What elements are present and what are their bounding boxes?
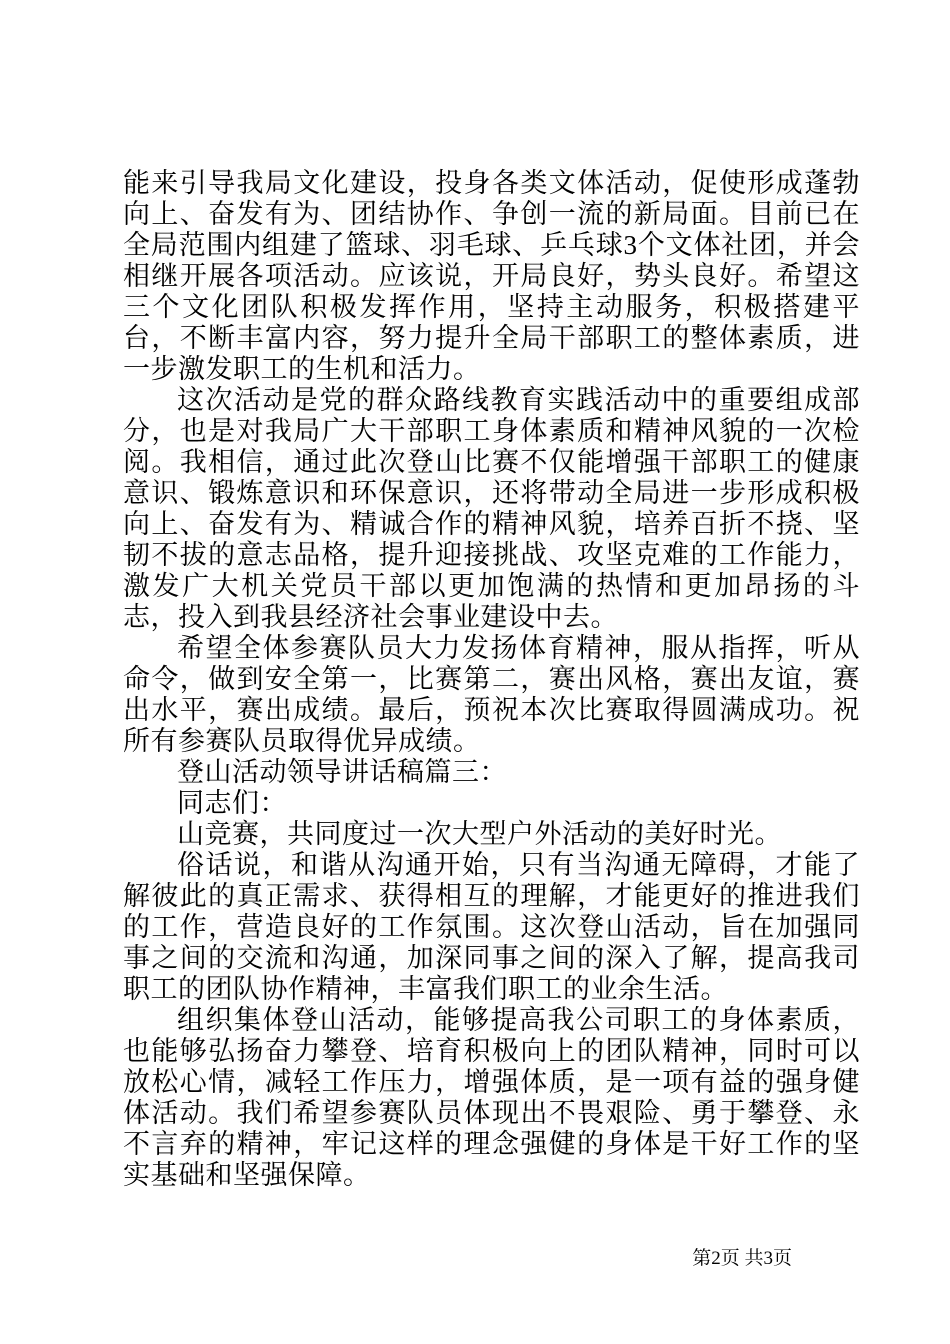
- paragraph: 同志们：: [177, 788, 287, 818]
- paragraph: 登山活动领导讲话稿篇三：: [177, 757, 507, 787]
- page-footer: [0, 1248, 950, 1270]
- paragraph: 希望全体参赛队员大力发扬体育精神，服从指挥，听从命令，做到安全第一，比赛第二，赛出风格，赛出友谊，赛出水平，赛出成绩。最后，预祝本次比赛取得圆满成功。祝所有参赛队员取得优异成绩。: [123, 633, 860, 756]
- paragraph: 这次活动是党的群众路线教育实践活动中的重要组成部分，也是对我局广大干部职工身体素质和精神风貌的一次检阅。我相信，通过此次登山比赛不仅能增强干部职工的健康意识、锻炼意识和环保意识，还将带动全局进一步形成积极向上、奋发有为、精诚合作的精神风貌，培养百折不挠、坚韧不拔的意志品格，提升迎接挑战、攻坚克难的工作能力，激发广大机关党员干部以更加饱满的热情和更加昂扬的斗志，投入到我县经济社会事业建设中去。: [123, 385, 860, 632]
- paragraph: 组织集体登山活动，能够提高我公司职工的身体素质，也能够弘扬奋力攀登、培育积极向上的团队精神，同时可以放松心情，减轻工作压力，增强体质，是一项有益的强身健体活动。我们希望参赛队员体现出不畏艰险、勇于攀登、永不言弃的精神，牢记这样的理念强健的身体是干好工作的坚实基础和坚强保障。: [123, 1005, 860, 1190]
- paragraph: 俗话说，和谐从沟通开始，只有当沟通无障碍，才能了解彼此的真正需求、获得相互的理解，才能更好的推进我们的工作，营造良好的工作氛围。这次登山活动，旨在加强同事之间的交流和沟通，加深同事之间的深入了解，提高我司职工的团队协作精神，丰富我们职工的业余生活。: [123, 850, 860, 1004]
- paragraph: 能来引导我局文化建设，投身各类文体活动，促使形成蓬勃向上、奋发有为、团结协作、争创一流的新局面。目前已在全局范围内组建了篮球、羽毛球、乒乓球3个文体社团，并会相继开展各项活动。应该说，开局良好，势头良好。希望这三个文化团队积极发挥作用，坚持主动服务，积极搭建平台，不断丰富内容，努力提升全局干部职工的整体素质，进一步激发职工的生机和活力。: [123, 168, 860, 384]
- document-body: [123, 168, 860, 1191]
- paragraph: 山竞赛，共同度过一次大型户外活动的美好时光。: [177, 819, 782, 849]
- page-number-text: 第2页 共3页: [692, 1248, 792, 1269]
